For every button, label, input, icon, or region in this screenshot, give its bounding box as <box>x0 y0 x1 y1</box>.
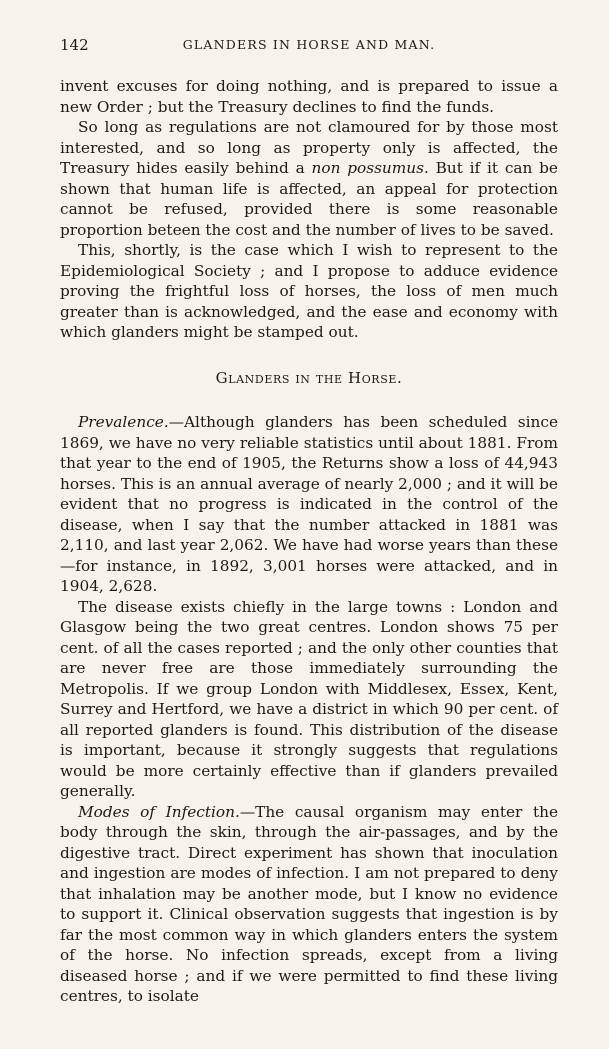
paragraph <box>60 597 558 802</box>
running-title: GLANDERS IN HORSE AND MAN. <box>182 37 436 52</box>
paragraph <box>60 412 558 597</box>
section-heading <box>60 368 558 389</box>
paragraph-text: —The causal organism may enter the body through the skin, through the air-passages, and by the digestive tract. Direct experiment has shown that inoculation and ingestion are modes of infection. I am not prepared to deny that inhalation may be another mode, but I know no evidence to support it. Clinical observation suggests that ingestion is by far the most common way in which glanders enters the system of the horse. No infection spreads, except from a living diseased horse ; and if we were permitted to find these living centres, to isolate <box>60 802 558 1005</box>
italic-text: Prevalence. <box>78 413 169 431</box>
section-heading-text: Glanders in the Horse. <box>215 368 403 387</box>
paragraph <box>60 802 558 1007</box>
page-number: 142 <box>60 36 89 54</box>
paragraph-text: The disease exists chiefly in the large towns : London and Glasgow being the two great centres. London shows 75 per cent. of all the cases reported ; and the only other counties that are never free are those immediately surrounding the Metropolis. If we group London with Middlesex, Essex, Kent, Surrey and Hertford, we have a district in which 90 per cent. of all reported glanders is found. This distribution of the disease is important, because it strongly suggests that regulations would be more certainly effective than if glanders prevailed generally. <box>60 597 558 800</box>
italic-text: non possumus. <box>311 159 429 177</box>
running-head <box>60 36 558 58</box>
paragraph-text: But if it can be shown that human life is affected, an appeal for protection cannot be refused, provided there is some reasonable proportion beteen the cost and the number of lives to be saved. <box>60 159 558 239</box>
paragraph-text: invent excuses for doing nothing, and is prepared to issue a new Order ; but the Treasury declines to find the funds. <box>60 77 558 116</box>
body-text <box>60 76 558 1007</box>
paragraph-text: —Although glanders has been scheduled since 1869, we have no very reliable statistics until about 1881. From that year to the end of 1905, the Returns show a loss of 44,943 horses. This is an annual average of nearly 2,000 ; and it will be evident that no progress is indicated in the control of the disease, when I say that the number attacked in 1881 was 2,110, and last year 2,062. We have had worse years than these—for instance, in 1892, 3,001 horses were attacked, and in 1904, 2,628. <box>60 413 558 595</box>
paragraph-text: This, shortly, is the case which I wish to represent to the Epidemiological Society ; and I propose to adduce evidence proving the frightful loss of horses, the loss of men much greater than is acknowledged, and the ease and economy with which glanders might be stamped out. <box>60 241 558 341</box>
paragraph <box>60 117 558 240</box>
book-page <box>60 36 558 1007</box>
paragraph-group-top <box>60 76 558 343</box>
paragraph-text: So long as regulations are not clamoured for by those most interested, and so long as property only is affected, the Treasury hides easily behind a <box>60 118 558 177</box>
paragraph <box>60 76 558 117</box>
paragraph-group-bottom <box>60 412 558 1007</box>
italic-text: Modes of Infection. <box>78 802 240 821</box>
paragraph <box>60 240 558 343</box>
